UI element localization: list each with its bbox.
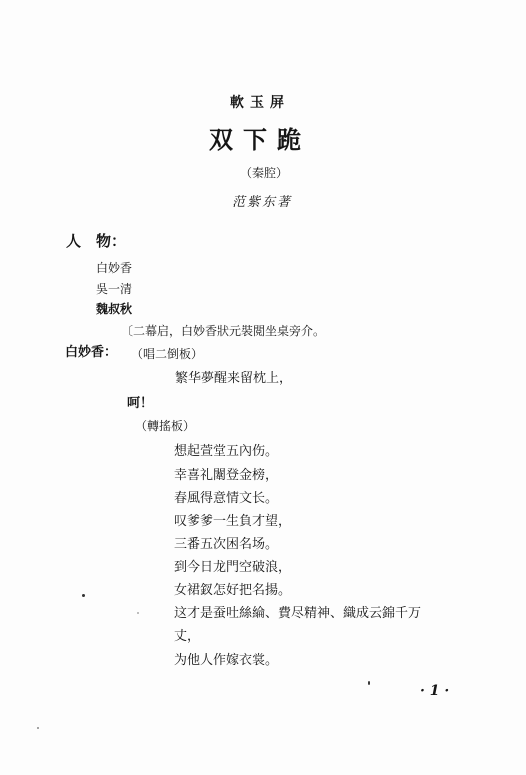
lyric-line: 丈， <box>174 629 201 644</box>
character-name: 魏叔秋 <box>96 302 133 316</box>
lyric-line: 叹爹爹一生負才望， <box>174 514 292 529</box>
lyric-line: 这才是蚕吐絲綸、費尽精神、織成云錦千万 <box>174 606 422 621</box>
scan-speck <box>368 681 370 685</box>
lyric-line: 到今日龙門空破浪， <box>174 560 292 575</box>
page-number: · 1 · <box>420 683 450 699</box>
lyric-line: 想起萱堂五內伤。 <box>174 444 279 459</box>
lyric-line: 春風得意情文长。 <box>174 491 279 506</box>
tune-indicator: （唱二倒板） <box>131 347 204 361</box>
tune-indicator: （轉搖板） <box>135 419 196 433</box>
scan-speck <box>37 727 39 729</box>
character-name: 白妙香 <box>96 261 133 275</box>
scan-speck <box>82 594 85 597</box>
lyric-line: 幸喜礼闈登金榜， <box>174 468 279 483</box>
stage-direction: 〔二幕启，白妙香狀元裝閲坐桌旁介。 <box>121 324 326 338</box>
scan-speck <box>137 612 139 614</box>
exclamation: 呵！ <box>127 396 154 411</box>
lyric-line: 女裙釵怎好把名揚。 <box>174 583 292 598</box>
lyric-line: 繁华夢醒来留枕上， <box>175 371 293 386</box>
character-name: 吳一清 <box>96 282 133 296</box>
series-title: 軟玉屏 <box>230 95 290 111</box>
speaker-label: 白妙香： <box>65 345 118 360</box>
lyric-line: 三番五次困名场。 <box>174 537 279 552</box>
opera-genre: （秦腔） <box>240 166 289 180</box>
characters-heading: 人 物： <box>66 232 127 250</box>
play-title: 双下跪 <box>209 125 311 154</box>
lyric-line: 为他人作嫁衣裳。 <box>174 653 279 668</box>
author-line: 范紫东著 <box>232 195 293 210</box>
